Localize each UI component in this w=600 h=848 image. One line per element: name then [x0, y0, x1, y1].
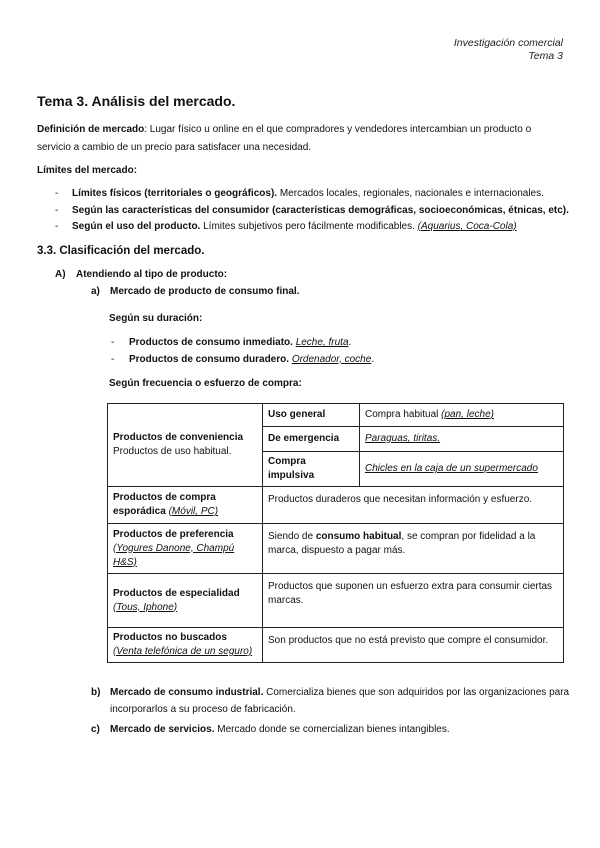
preference-text-bold: consumo habitual: [315, 531, 402, 542]
shopping-example: (Móvil, PC): [168, 506, 219, 517]
sub-a: [91, 286, 299, 297]
preference-text-pre: Siendo de: [268, 531, 316, 542]
duration-heading: Según su duración:: [109, 313, 203, 324]
sub-c-text: Mercado donde se comercializan bienes intangibles.: [214, 724, 450, 735]
preference-label: Productos de preferencia: [113, 528, 234, 540]
desc-example: Paraguas, tiritas.: [365, 433, 441, 444]
shopping-desc: Productos duraderos que necesitan información y esfuerzo.: [263, 487, 564, 524]
unsought-cell: [108, 628, 263, 663]
limit-example: (Aquarius, Coca-Cola): [417, 221, 517, 232]
classification-table: [107, 403, 564, 663]
convenience-label: Productos de conveniencia: [113, 432, 244, 443]
type-cell: Uso general: [263, 404, 360, 427]
page-title: Tema 3. Análisis del mercado.: [37, 93, 236, 109]
limits-heading: Límites del mercado:: [37, 165, 138, 176]
group-a-marker: A): [55, 269, 66, 280]
header-unit: Tema 3: [528, 50, 563, 62]
sub-b-bold: Mercado de consumo industrial.: [110, 687, 264, 698]
preference-example: (Yogures Danone, Champú H&S): [113, 542, 235, 568]
table-row: [108, 404, 564, 427]
specialty-label: Productos de especialidad: [113, 587, 240, 599]
unsought-desc: Son productos que no está previsto que compre el consumidor.: [263, 628, 564, 663]
convenience-cell: [108, 404, 263, 487]
table-row: [108, 524, 564, 574]
desc-cell: [360, 427, 564, 452]
duration-end: .: [348, 337, 352, 348]
sub-a-label: Mercado de producto de consumo final.: [110, 286, 300, 297]
duration-example: Ordenador, coche: [291, 353, 372, 365]
preference-desc: [263, 524, 564, 574]
table-row: [108, 574, 564, 628]
sub-b-text-1: Comercializa bienes que son adquiridos por las organizaciones para: [263, 687, 570, 698]
sub-c-bold: Mercado de servicios.: [110, 724, 215, 735]
sub-c: [91, 722, 571, 739]
page-header: [454, 37, 563, 63]
shopping-cell: [108, 487, 263, 524]
limit-bold: Límites físicos (territoriales o geográficos).: [72, 188, 278, 199]
desc-example: Chicles en la caja de un supermercado: [365, 463, 538, 474]
shopping-label: Productos de compra esporádica: [113, 492, 216, 517]
type-cell: De emergencia: [263, 427, 360, 452]
sub-a-marker: a): [91, 286, 100, 297]
duration-bold: Productos de consumo inmediato.: [129, 337, 296, 348]
sub-b-marker: b): [91, 687, 101, 698]
type-cell: Compra impulsiva: [263, 452, 360, 487]
desc-text: Compra habitual: [365, 409, 442, 420]
desc-cell: [360, 404, 564, 427]
sub-b: [91, 685, 571, 718]
table-row: [108, 487, 564, 524]
specialty-desc: Productos que suponen un esfuerzo extra para consumir ciertas marcas.: [263, 574, 564, 628]
limit-text: Mercados locales, regionales, nacionales e internacionales.: [277, 188, 544, 199]
limit-bold: Según las características del consumidor (características demográficas, socioeconómicas, étnicas, etc).: [72, 204, 569, 216]
limit-bold: Según el uso del producto.: [72, 221, 201, 232]
list-item: - Según el uso del producto. Límites subjetivos pero fácilmente modificables. (Aquarius, Coca-Cola): [55, 221, 517, 232]
list-item: - Límites físicos (territoriales o geográficos). Mercados locales, regionales, nacionales e internacionales.: [55, 188, 544, 199]
specialty-example: (Tous, Iphone): [113, 601, 178, 613]
specialty-cell: [108, 574, 263, 628]
definition-text-1: : Lugar físico u online en el que compradores y vendedores intercambian un producto o: [144, 124, 532, 135]
group-a: [55, 269, 227, 280]
unsought-label: Productos no buscados: [113, 632, 227, 643]
group-a-label: Atendiendo al tipo de producto:: [76, 269, 228, 280]
limits-list: [37, 186, 577, 236]
definition-label: Definición de mercado: [37, 124, 145, 135]
duration-list: [91, 335, 561, 368]
section-heading: 3.3. Clasificación del mercado.: [37, 245, 205, 257]
frequency-heading: Según frecuencia o esfuerzo de compra:: [109, 378, 302, 389]
duration-end: .: [371, 353, 375, 365]
unsought-example: (Venta telefónica de un seguro): [113, 646, 253, 657]
header-course: Investigación comercial: [453, 37, 563, 49]
preference-text-post: , se compran por fidelidad a la marca, dispuesto a pagar más.: [268, 531, 536, 556]
sub-c-marker: c): [91, 724, 100, 735]
list-item: - Productos de consumo duradero. Ordenador, coche.: [111, 353, 375, 365]
list-item: - Productos de consumo inmediato. Leche, fruta.: [111, 337, 352, 348]
definition-text-2: servicio a cambio de un precio para satisfacer una necesidad.: [37, 142, 312, 153]
convenience-sublabel: Productos de uso habitual.: [113, 446, 232, 457]
desc-cell: [360, 452, 564, 487]
definition-paragraph: [37, 121, 567, 157]
duration-example: Leche, fruta: [295, 337, 349, 348]
duration-bold: Productos de consumo duradero.: [129, 353, 292, 365]
table-row: [108, 628, 564, 663]
limit-text: Límites subjetivos pero fácilmente modificables.: [200, 221, 418, 232]
preference-cell: [108, 524, 263, 574]
list-item: - Según las características del consumidor (características demográficas, socioeconómicas, étnicas, etc).: [55, 204, 569, 216]
sub-b-text-2: incorporarlos a su proceso de fabricación.: [110, 703, 296, 715]
desc-example: (pan, leche): [441, 409, 494, 420]
